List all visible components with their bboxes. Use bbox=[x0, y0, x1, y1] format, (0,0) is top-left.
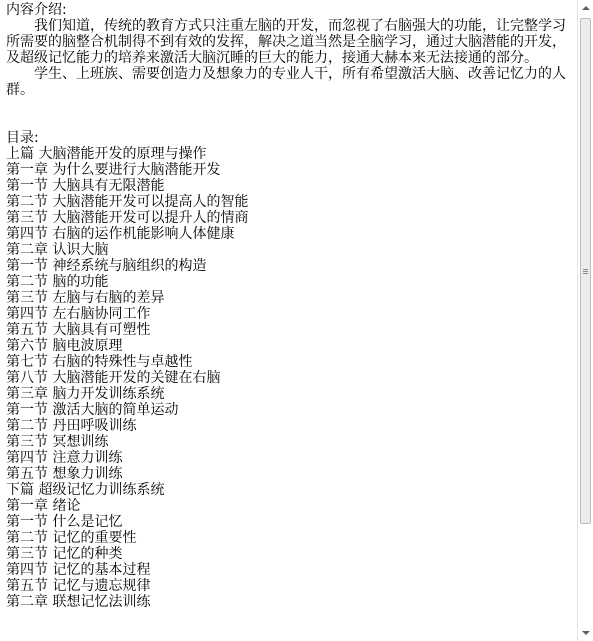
intro-heading: 内容介绍: bbox=[6, 2, 67, 18]
arrow-down-icon bbox=[582, 631, 590, 635]
toc-item: 第三节 记忆的种类 bbox=[6, 546, 123, 562]
toc-item: 第六节 脑电波原理 bbox=[6, 338, 123, 354]
toc-item: 第二节 记忆的重要性 bbox=[6, 530, 137, 546]
toc-item: 第二节 丹田呼吸训练 bbox=[6, 418, 137, 434]
arrow-up-icon bbox=[582, 6, 590, 10]
scroll-down-button[interactable] bbox=[578, 625, 593, 641]
toc-list bbox=[6, 146, 574, 610]
toc-item: 第二章 认识大脑 bbox=[6, 242, 109, 258]
toc-item: 第一章 为什么要进行大脑潜能开发 bbox=[6, 162, 221, 178]
toc-item: 第二章 联想记忆法训练 bbox=[6, 594, 151, 610]
toc-item: 第五节 记忆与遗忘规律 bbox=[6, 578, 151, 594]
toc-heading: 目录: bbox=[6, 130, 39, 146]
document-content bbox=[6, 2, 574, 638]
toc-item: 第一节 激活大脑的简单运动 bbox=[6, 402, 179, 418]
toc-item: 第五节 大脑具有可塑性 bbox=[6, 322, 151, 338]
vertical-scrollbar[interactable] bbox=[577, 0, 593, 641]
toc-item: 第四节 记忆的基本过程 bbox=[6, 562, 151, 578]
blank-line bbox=[6, 114, 574, 130]
toc-item: 第二节 大脑潜能开发可以提高人的智能 bbox=[6, 194, 249, 210]
toc-item: 第八节 大脑潜能开发的关键在右脑 bbox=[6, 370, 221, 386]
toc-item: 第一节 神经系统与脑组织的构造 bbox=[6, 258, 207, 274]
toc-item: 下篇 超级记忆力训练系统 bbox=[6, 482, 165, 498]
toc-item: 上篇 大脑潜能开发的原理与操作 bbox=[6, 146, 207, 162]
toc-item: 第四节 注意力训练 bbox=[6, 450, 123, 466]
toc-item: 第三节 大脑潜能开发可以提升人的情商 bbox=[6, 210, 249, 226]
toc-item: 第四节 左右脑协同工作 bbox=[6, 306, 151, 322]
toc-item: 第三节 左脑与右脑的差异 bbox=[6, 290, 165, 306]
toc-item: 第三节 冥想训练 bbox=[6, 434, 109, 450]
toc-item: 第五节 想象力训练 bbox=[6, 466, 123, 482]
grip-line bbox=[583, 271, 588, 272]
scroll-thumb[interactable] bbox=[580, 18, 591, 524]
toc-item: 第一节 什么是记忆 bbox=[6, 514, 123, 530]
toc-item: 第一节 大脑具有无限潜能 bbox=[6, 178, 165, 194]
intro-paragraph: 我们知道，传统的教育方式只注重左脑的开发，而忽视了右脑强大的功能，让完整学习所需要的脑整合机制得不到有效的发挥，解决之道当然是全脑学习，通过大脑潜能的开发，及超级记忆能力的培养来激活大脑沉睡的巨大的能力，接通大赫本来无法接通的部分。 bbox=[6, 18, 566, 66]
toc-item: 第二节 脑的功能 bbox=[6, 274, 109, 290]
grip-line bbox=[583, 269, 588, 270]
toc-item: 第七节 右脑的特殊性与卓越性 bbox=[6, 354, 193, 370]
audience-paragraph: 学生、上班族、需要创造力及想象力的专业人干，所有希望激活大脑、改善记忆力的人群。 bbox=[6, 66, 566, 98]
grip-line bbox=[583, 273, 588, 274]
blank-line bbox=[6, 98, 574, 114]
toc-item: 第一章 绪论 bbox=[6, 498, 81, 514]
toc-item: 第四节 右脑的运作机能影响人体健康 bbox=[6, 226, 235, 242]
scroll-up-button[interactable] bbox=[578, 0, 593, 16]
toc-item: 第三章 脑力开发训练系统 bbox=[6, 386, 165, 402]
